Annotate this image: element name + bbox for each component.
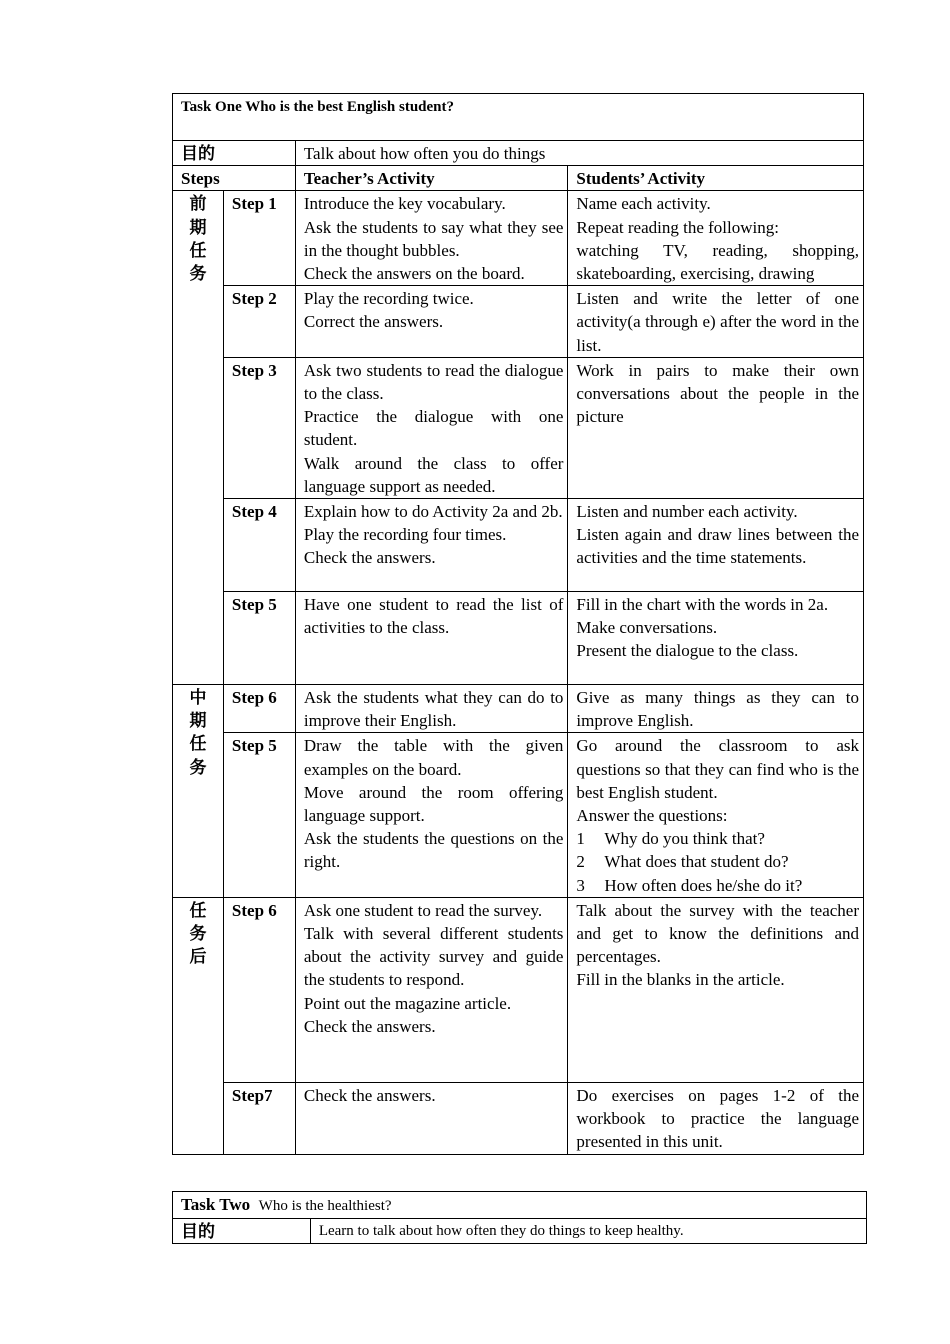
students-activity: Work in pairs to make their own conversations about the people in the picture [568, 357, 864, 498]
task-two-table [172, 1191, 867, 1244]
steps-header: Steps [173, 166, 296, 191]
step-label: Step 6 [223, 685, 295, 733]
table-row [173, 499, 864, 592]
step-label: Step 2 [223, 286, 295, 358]
phase-post-task: 任 务 后 [173, 897, 224, 1154]
students-activity: Listen and write the letter of one activity(a through e) after the word in the list. [568, 286, 864, 358]
teacher-activity: Explain how to do Activity 2a and 2b. Play the recording four times. Check the answers. [295, 499, 568, 592]
task-one-title: Task One Who is the best English student? [173, 94, 864, 141]
step-label: Step7 [223, 1082, 295, 1154]
table-row [173, 357, 864, 498]
students-activity: Talk about the survey with the teacher and get to know the definitions and percentages. Fill in the blanks in the article. [568, 897, 864, 1082]
teacher-activity: Play the recording twice. Correct the answers. [295, 286, 568, 358]
table-row [173, 1082, 864, 1154]
students-activity: Name each activity. Repeat reading the following: watching TV, reading, shopping, skateboarding, exercising, drawing [568, 191, 864, 286]
step-label: Step 4 [223, 499, 295, 592]
students-activity: Go around the classroom to ask questions so that they can find who is the best English student. Answer the questions: 1 Why do you think that? 2 What does that student do? 3 How often does he/she do it? [568, 733, 864, 897]
teacher-activity: Check the answers. [295, 1082, 568, 1154]
question-item: 1 Why do you think that? [576, 829, 765, 849]
question-item: 3 How often does he/she do it? [576, 875, 803, 895]
table-row [173, 592, 864, 685]
table-row [173, 897, 864, 1082]
students-activity: Fill in the chart with the words in 2a. Make conversations. Present the dialogue to the class. [568, 592, 864, 685]
purpose-label: 目的 [173, 141, 296, 166]
teacher-activity: Draw the table with the given examples on the board. Move around the room offering language support. Ask the students the questions on the right. [295, 733, 568, 897]
teacher-activity: Ask two students to read the dialogue to the class. Practice the dialogue with one student. Walk around the class to offer language support as needed. [295, 357, 568, 498]
step-label: Step 3 [223, 357, 295, 498]
table-row [173, 191, 864, 286]
teacher-activity: Have one student to read the list of activities to the class. [295, 592, 568, 685]
students-activity-header: Students’ Activity [568, 166, 864, 191]
task-two-purpose-text: Learn to talk about how often they do things to keep healthy. [310, 1219, 866, 1244]
task-two-title: Task Two Who is the healthiest? [173, 1192, 867, 1219]
table-row [173, 685, 864, 733]
teacher-activity: Ask one student to read the survey. Talk with several different students about the activity survey and guide the students to respond. Point out the magazine article. Check the answers. [295, 897, 568, 1082]
task-one-table [172, 93, 864, 1155]
students-activity: Do exercises on pages 1-2 of the workbook to practice the language presented in this unit. [568, 1082, 864, 1154]
table-row [173, 733, 864, 897]
students-activity: Listen and number each activity. Listen again and draw lines between the activities and the time statements. [568, 499, 864, 592]
phase-pre-task: 前 期 任 务 [173, 191, 224, 685]
step-label: Step 1 [223, 191, 295, 286]
teacher-activity: Ask the students what they can do to improve their English. [295, 685, 568, 733]
teacher-activity-header: Teacher’s Activity [295, 166, 568, 191]
teacher-activity: Introduce the key vocabulary. Ask the students to say what they see in the thought bubbles. Check the answers on the board. [295, 191, 568, 286]
question-item: 2 What does that student do? [576, 852, 789, 872]
step-label: Step 6 [223, 897, 295, 1082]
table-row [173, 286, 864, 358]
step-label: Step 5 [223, 592, 295, 685]
step-label: Step 5 [223, 733, 295, 897]
students-activity: Give as many things as they can to improve English. [568, 685, 864, 733]
purpose-text: Talk about how often you do things [295, 141, 863, 166]
phase-while-task: 中 期 任 务 [173, 685, 224, 898]
task-two-purpose-label: 目的 [173, 1219, 311, 1244]
